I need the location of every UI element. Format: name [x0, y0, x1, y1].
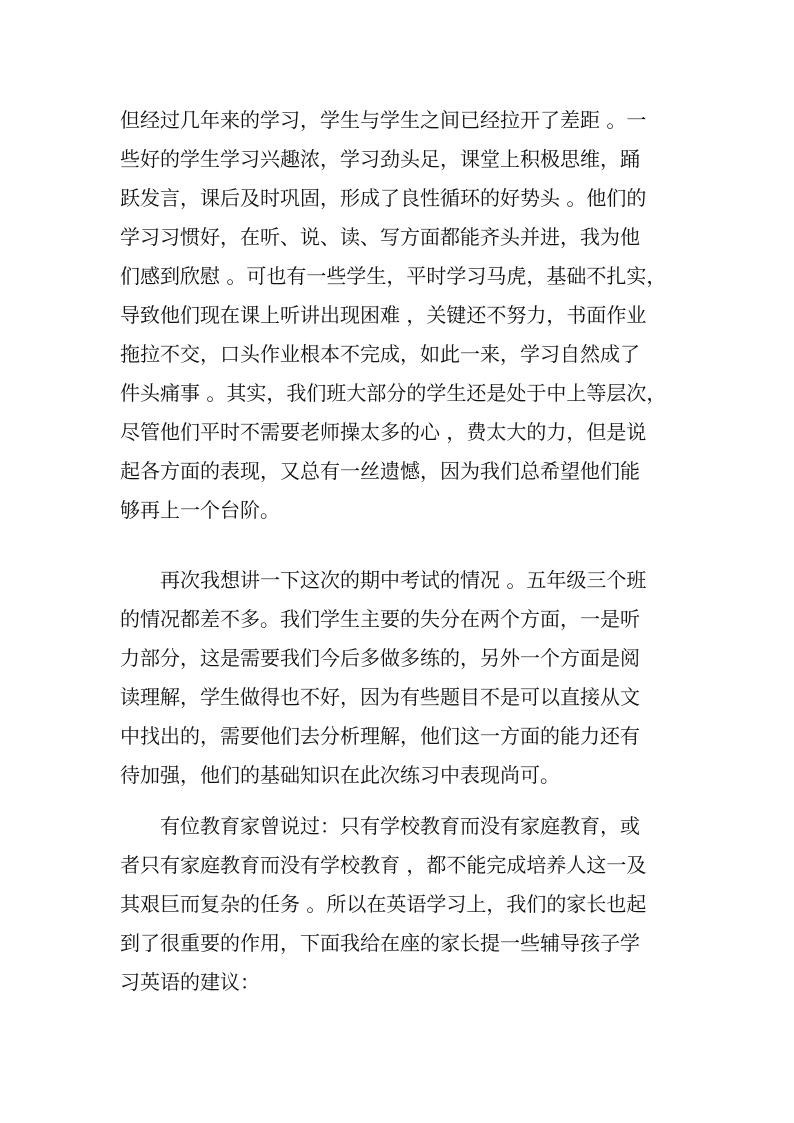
text-line: 读理解，学生做得也不好，因为有些题目不是可以直接从文	[120, 685, 640, 709]
text-line: 些好的学生学习兴趣浓，学习劲头足，课堂上积极思维，踊	[120, 147, 640, 171]
text-line: 有位教育家曾说过：只有学校教育而没有家庭教育，或	[160, 814, 640, 838]
text-line: 件头痛事 。其实，我们班大部分的学生还是处于中上等层次，	[120, 381, 667, 405]
paragraph-1	[120, 101, 680, 530]
text-line: 拖拉不交，口头作业根本不完成，如此一来，学习自然成了	[120, 342, 640, 366]
text-line: 力部分，这是需要我们今后多做多练的，另外一个方面是阅	[120, 646, 640, 670]
text-line: 者只有家庭教育而没有学校教育 ，都不能完成培养人这一及	[120, 853, 647, 877]
text-line: 够再上一个台阶。	[120, 498, 280, 522]
text-line: 导致他们现在课上听讲出现困难 ，关键还不努力，书面作业	[120, 303, 647, 327]
text-line: 再次我想讲一下这次的期中考试的情况 。五年级三个班	[160, 568, 647, 592]
text-line: 但经过几年来的学习，学生与学生之间已经拉开了差距 。一	[120, 108, 647, 132]
paragraph-3	[120, 807, 680, 1002]
text-line: 到了很重要的作用，下面我给在座的家长提一些辅导孩子学	[120, 931, 640, 955]
text-line: 的情况都差不多。我们学生主要的失分在两个方面，一是听	[120, 607, 640, 631]
text-line: 跃发言，课后及时巩固，形成了良性循环的好势头 。他们的	[120, 186, 647, 210]
text-line: 学习习惯好，在听、说、读、写方面都能齐头并进，我为他	[120, 225, 640, 249]
text-line: 们感到欣慰 。可也有一些学生，平时学习马虎，基础不扎实，	[120, 264, 667, 288]
text-line: 其艰巨而复杂的任务 。所以在英语学习上，我们的家长也起	[120, 892, 647, 916]
paragraph-2	[120, 561, 680, 795]
text-line: 起各方面的表现，又总有一丝遗憾，因为我们总希望他们能	[120, 459, 640, 483]
text-line: 尽管他们平时不需要老师操太多的心 ，费太大的力，但是说	[120, 420, 647, 444]
text-line: 中找出的，需要他们去分析理解，他们这一方面的能力还有	[120, 724, 640, 748]
text-line: 待加强，他们的基础知识在此次练习中表现尚可。	[120, 763, 560, 787]
text-line: 习英语的建议：	[120, 970, 260, 994]
